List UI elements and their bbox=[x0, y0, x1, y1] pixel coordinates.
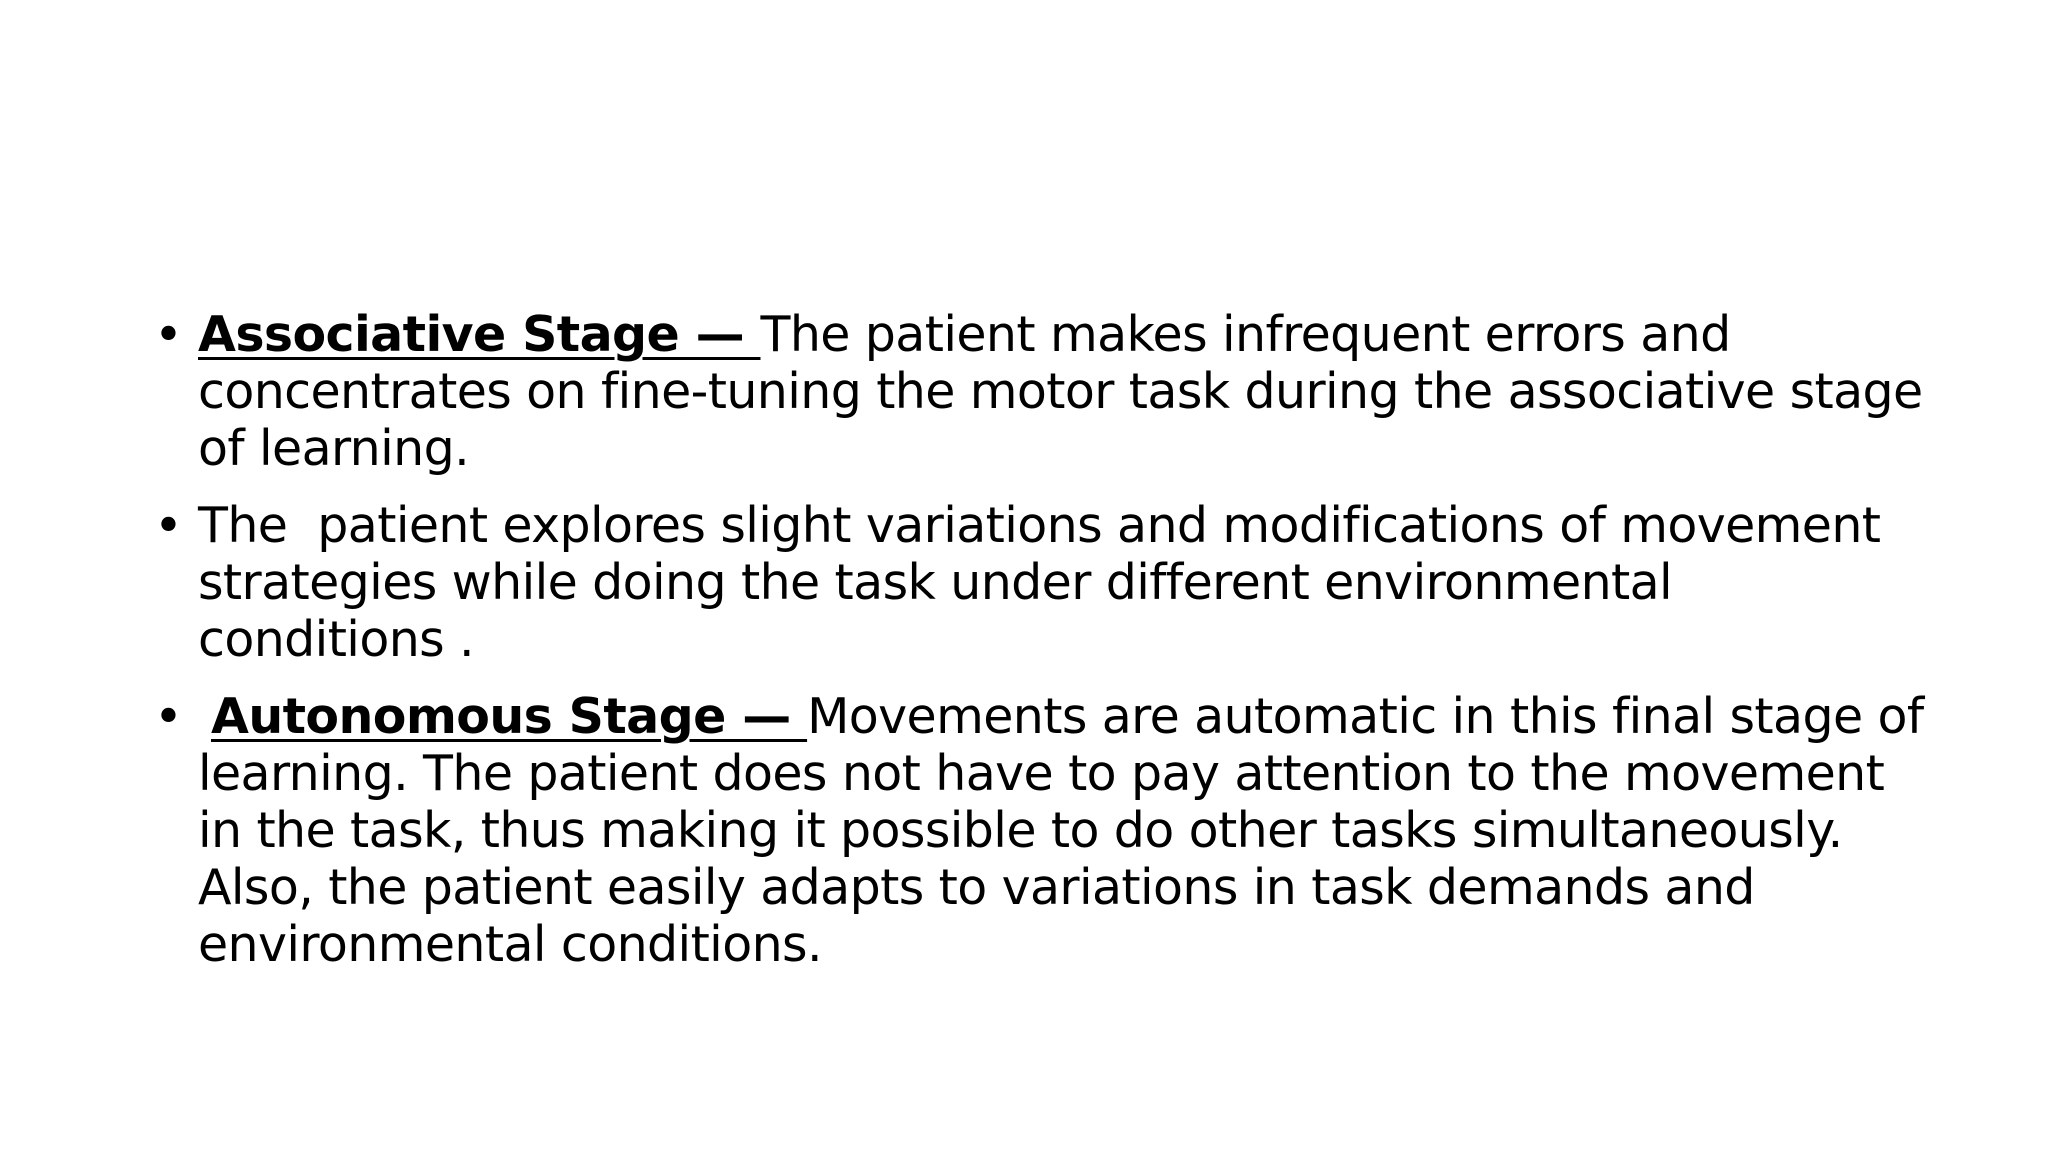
bullet-dot-icon: • bbox=[154, 497, 183, 554]
bullet-autonomous-stage bbox=[154, 688, 1939, 973]
associative-stage-text: The patient makes infrequent errors and concentrates on fine-tuning the motor task during the associative stage of learning. bbox=[198, 306, 1938, 477]
autonomous-stage-text: Movements are automatic in this final stage of learning. The patient does not have to pay attention to the movement in the task, thus making it possible to do other tasks simultaneously. Also, the patient easily adapts to variations in task demands and environmental conditions. bbox=[198, 688, 1939, 973]
variations-text: The patient explores slight variations and modifications of movement strategies while doing the task under different environmental conditions . bbox=[198, 497, 1896, 668]
associative-stage-heading: Associative Stage — bbox=[198, 306, 761, 363]
bullet-dot-icon: • bbox=[154, 688, 183, 745]
bullet-list bbox=[154, 306, 1939, 993]
bullet-dot-icon: • bbox=[154, 306, 183, 363]
bullet-associative-stage bbox=[154, 306, 1938, 477]
autonomous-stage-heading: Autonomous Stage — bbox=[211, 688, 808, 745]
bullet-variations bbox=[154, 497, 1924, 668]
